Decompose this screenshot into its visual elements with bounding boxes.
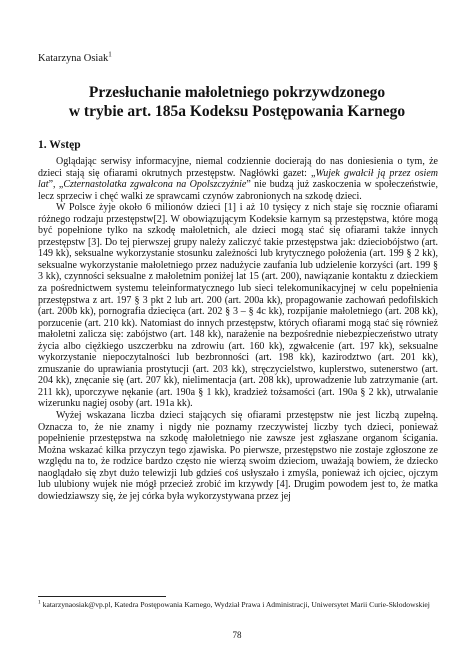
footnote [38,600,438,610]
section-heading [38,138,81,152]
footnote-text: katarzynaosiak@vp.pl, Katedra Postępowania Karnego, Wydział Prawa i Administracji, Uniwersytet Marii Curie-Skłodowskiej [42,600,430,609]
paragraph-1-part-1: Oglądając serwisy informacyjne, niemal codziennie docierają do nas doniesienia o tym, że dzieci stają się ofiarami okrutnych przestępstw. Nagłówki gazet: „ [38,156,438,179]
section-number: 1. [38,139,47,151]
author-name [38,52,112,65]
body-text [38,156,438,502]
paragraph-2: W Polsce żyje około 6 milionów dzieci [1] i aż 10 tysięcy z nich staje się rocznie ofiarami różnego rodzaju przestępstw[2]. W obowiązującym Kodeksie karnym są przestępstwa, które mogą być popełnione tylko na szkodę małoletnich, ale dzieci mogą stać się ofiarami także innych przestępstw [3]. Do tej pierwszej grupy należy zaliczyć takie przestępstwa jak: dzieciobójstwo (art. 149 kk), seksualne wykorzystanie stosunku zależności lub krytycznego położenia (art. 199 § 2 kk), seksualne wykorzystanie małoletniego przez nadużycie zaufania lub udzielenie korzyści (art. 199 § 3 kk), czynności seksualne z małoletnim poniżej lat 15 (art. 200), nawiązanie kontaktu z dzieckiem za pośrednictwem systemu teleinformatycznego lub sieci telekomunikacyjnej w celu popełnienia przestępstwa z art. 197 § 3 pkt 2 lub art. 200 (art. 200a kk), propagowanie zachowań pedofilskich (art. 200b kk), pornografia dziecięca (art. 202 § 3 – § 4c kk), rozpijanie małoletniego (art. 208 kk), porzucenie (art. 210 kk). Natomiast do innych przestępstw, których ofiarami mogą stać się również małoletni zalicza się: zabójstwo (art. 148 kk), narażenie na bezpośrednie niebezpieczeństwo utraty życia albo ciężkiego uszczerbku na zdrowiu (art. 160 kk), zgwałcenie (art. 197 kk), seksualne wykorzystanie niepoczytalności lub bezbronności (art. 198 kk), kazirodztwo (art. 201 kk), zmuszanie do uprawiania prostytucji (art. 203 kk), stręczycielstwo, kuplerstwo, sutenerstwo (art. 204 kk), znęcanie się (art. 207 kk), nielimentacja (art. 208 kk), uprowadzenie lub zatrzymanie (art. 211 kk), uporczywe nękanie (art. 190a § 1 kk), kradzież tożsamości (art. 190a § 2 kk), utrwalanie wizerunku nagiej osoby (art. 191a kk). [38,202,438,410]
paragraph-1-part-3: ” nie budzą już zaskoczenia w społeczeństwie, lecz sprzeciw i chęć walki ze sprawcami czynów zabronionych na szkodę dzieci. [38,179,438,202]
headline-quote-2: Czternastolatka zgwałcona na Opolszczyźnie [63,179,247,191]
paper-title-line-2: w trybie art. 185a Kodeksu Postępowania Karnego [68,103,406,120]
section-title: Wstęp [49,139,81,151]
headline-quote-1: Wujek gwałcił ją przez osiem lat [38,167,438,191]
page-number: 78 [232,630,242,640]
paragraph-1 [38,156,438,202]
author-footnote-mark: 1 [108,50,112,59]
author-name-text: Katarzyna Osiak [38,53,109,64]
paragraph-3: Wyżej wskazana liczba dzieci stających się ofiarami przestępstw nie jest liczbą zupełną. Oznacza to, że nie znamy i nigdy nie poznamy rzeczywistej liczby tych dzieci, ponieważ popełnienie przestępstwa na szkodę małoletniego nie zawsze jest zgłaszane organom ścigania. Można wskazać kilka przyczyn tego zjawiska. Po pierwsze, przestępstwo nie zostaje zgłoszone ze względu na to, że rodzice bardzo często nie wierzą swoim dzieciom, uważają bowiem, że dziecko naoglądało się zbyt dużo telewizji lub gdzieś coś usłyszało i zmyśla, ponieważ ich ojciec, ojczym lub ulubiony wujek nie mógł przecież zrobić im krzywdy [4]. Drugim powodem jest to, że matka dowiedziawszy się, że jej córka była wykorzystywana przez jej [38,410,438,502]
paper-title-line-1: Przesłuchanie małoletniego pokrzywdzonego [88,84,386,101]
paper-title [30,83,444,121]
footnote-divider [38,596,166,597]
footnote-mark: 1 [38,599,41,606]
paragraph-1-part-2: ”, „ [48,179,64,191]
